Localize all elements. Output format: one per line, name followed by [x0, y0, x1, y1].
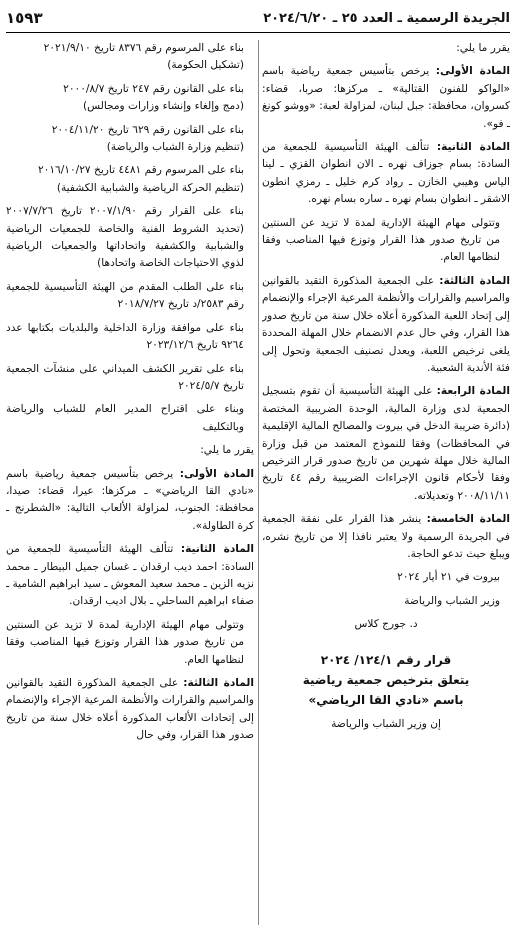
- article-2-followup: وتتولى مهام الهيئة الإدارية لمدة لا تزيد عن السنتين من تاريخ صدور هذا القرار وتوزع فيها المناصب وفقا لنظامها العام.: [262, 216, 500, 264]
- article-text: ينشر هذا القرار على نفقة الجمعية في الجريدة الرسمية ولا يعتبر نافذا إلا من تاريخ نشره، ويبلغ حيث تدعو الحاجة.: [262, 513, 510, 560]
- right-column: [262, 40, 510, 925]
- article-text: على الجمعية المذكورة التقيد بالقوانين والمراسيم والقرارات والأنظمة المرعية الإجراء والإنضمام إلى إتحادات الألعاب المذكورة أعلاه خلال سنة من تاريخ صدور هذا القرار، وفي حال: [6, 677, 254, 742]
- page-header: [6, 6, 510, 30]
- decree-number: قرار رقم ١٢٤/١/ ٢٠٢٤: [320, 652, 452, 667]
- article-text: على الهيئة التأسيسية أن تقوم بتسجيل الجمعية لدى وزارة المالية، الوحدة الضريبية المختصة (دائرة ضريبة الدخل في بيروت والمصالح المالية الإقليمية في المحافظات) وفقا للنموذج المعتمد من قبل وزارة المالية خلال مهلة شهرين من تاريخ صدور قرار الترخيص وفقا لأحكام قانون الإجراءات الضريبية رقم ٤٤ تاريخ ٢٠٠٨/١١/١١ وتعديلاته.: [262, 385, 510, 502]
- article-2: [6, 541, 254, 611]
- minister-title: وزير الشباب والرياضة: [404, 594, 500, 607]
- place-date: بيروت في ٢١ أيار ٢٠٢٤: [397, 571, 500, 584]
- article-label: المادة الأولى:: [435, 65, 510, 78]
- recital: بناء على الطلب المقدم من الهيئة التأسيسية للجمعية رقم ٢٥٨٣/د تاريخ ٢٠١٨/٧/٢٧: [6, 280, 244, 311]
- recital-note: (تشكيل الحكومة): [167, 59, 244, 72]
- page-number: ١٥٩٣: [6, 9, 43, 27]
- article-label: المادة الثالثة:: [183, 677, 254, 689]
- recital: [6, 81, 254, 116]
- recital: [6, 162, 254, 197]
- recital: وبناء على اقتراح المدير العام للشباب والرياضة وبالتكليف: [6, 403, 244, 433]
- article-label: المادة الخامسة:: [426, 513, 510, 526]
- left-column: [6, 40, 254, 925]
- header-rule: [6, 32, 510, 33]
- recital-note: (تنظيم الحركة الرياضية والشبابية الكشفية): [56, 181, 244, 194]
- recital-note: (دمج وإلغاء وإنشاء وزارات ومجالس): [82, 100, 244, 113]
- recital-text: بناء على المرسوم رقم ٨٣٧٦ تاريخ ٢٠٢١/٩/١٠: [43, 42, 244, 54]
- recital: بناء على موافقة وزارة الداخلية والبلديات بكتابها عدد ٩٢٦٤ تاريخ ٢٠٢٣/١٢/٦: [6, 321, 244, 352]
- article-label: المادة الثانية:: [180, 543, 254, 556]
- article-text: تتألف الهيئة التأسيسية للجمعية من السادة: بسام جوزاف نهره ـ الان انطوان القزي ـ لينا الياس وهيبي الخازن ـ رواد كرم خليل ـ رمزي انطون الاشقر ـ انطوان بسام نهره ـ ساره بسام نهره.: [262, 141, 510, 206]
- article-4: [262, 383, 510, 505]
- article-text: تتألف الهيئة التأسيسية للجمعية من السادة: احمد ديب ارقدان ـ غسان جميل البيطار ـ محمد نزيه الزين ـ محمد سعيد المعوش ـ سيد ابراهيم الشامية ـ صفاء ابراهيم الساحلي ـ بلال اديب ارقدان.: [6, 543, 254, 608]
- recital-text: بناء على القانون رقم ٦٢٩ تاريخ ٢٠٠٤/١١/٢٠: [51, 123, 244, 136]
- recital: بناء على تقرير الكشف الميداني على منشآت الجمعية تاريخ ٢٠٢٤/٥/٧: [6, 362, 244, 392]
- gazette-title: الجريدة الرسمية ـ العدد ٢٥ ـ ٢٠٢٤/٦/٢٠: [263, 10, 510, 26]
- article-1: [262, 63, 510, 133]
- decree-club-name: باسم «نادي القا الرياضي»: [308, 692, 464, 707]
- article-text: يرخص بتأسيس جمعية رياضية باسم «نادي القا الرياضي» ـ مركزها: عيرا، قضاء: صيدا، محافظة: الجنوب، لمزاولة الألعاب التالية: «الشطرنج ـ كرة الطاولة».: [6, 467, 254, 532]
- article-label: المادة الأولى:: [179, 467, 254, 480]
- recital-note: (تنظيم وزارة الشباب والرياضة): [106, 141, 244, 154]
- article-3: [6, 675, 254, 745]
- article-text: على الجمعية المذكورة التقيد بالقوانين والمراسيم والقرارات والأنظمة المرعية الإجراء والإنضمام إلى إتحاد اللعبة المذكورة أعلاه خلال سنة من تاريخ صدور هذا القرار، وفي حال عدم الانضمام خلال المهلة المحددة يلغى ترخيص اللعبة، ويعدل تصنيف الجمعية وتحول إلى فئة الأندية الشعبية.: [262, 274, 510, 374]
- decides-heading: يقرر ما يلي:: [200, 444, 254, 457]
- column-divider: [258, 40, 259, 925]
- minister-intro: إن وزير الشباب والرياضة: [331, 717, 441, 730]
- article-3: [262, 273, 510, 377]
- decree-subject: يتعلق بترخيص جمعية رياضية: [302, 672, 470, 687]
- article-2-followup: وتتولى مهام الهيئة الإدارية لمدة لا تزيد عن السنتين من تاريخ صدور هذا القرار وتوزع فيها المناصب وفقا لنظامها العام.: [6, 618, 244, 666]
- article-1: [6, 466, 254, 536]
- decides-heading: يقرر ما يلي:: [456, 42, 510, 54]
- recital: بناء على القرار رقم ٢٠٠٧/١/٩٠ تاريخ ٢٠٠٧/٧/٢٦ (تحديد الشروط الفنية والخاصة للجمعيات الرياضية والشبابية والكشفية واتحاداتها والجمعيات الرياضية لذوي الاحتياجات الخاصة واتحادها): [6, 205, 244, 270]
- minister-name: د. جورج كلاس: [354, 618, 418, 631]
- recital-text: بناء على المرسوم رقم ٤٤٨١ تاريخ ٢٠١٦/١٠/٢٧: [37, 164, 244, 177]
- article-label: المادة الثالثة:: [439, 274, 510, 287]
- article-text: يرخص بتأسيس جمعية رياضية باسم «الواكو للفنون القتالية» ـ مركزها: صربا، قضاء: كسروان، محافظة: جبل لبنان، لمزاولة لعبة: «ووشو كونغ ـ فو».: [262, 65, 510, 130]
- recital: [6, 40, 254, 75]
- recital: [6, 122, 254, 157]
- article-label: المادة الرابعة:: [436, 385, 510, 398]
- article-2: [262, 139, 510, 209]
- article-label: المادة الثانية:: [436, 141, 510, 154]
- article-5: [262, 511, 510, 563]
- recital-text: بناء على القانون رقم ٢٤٧ تاريخ ٢٠٠٠/٨/٧: [63, 82, 244, 95]
